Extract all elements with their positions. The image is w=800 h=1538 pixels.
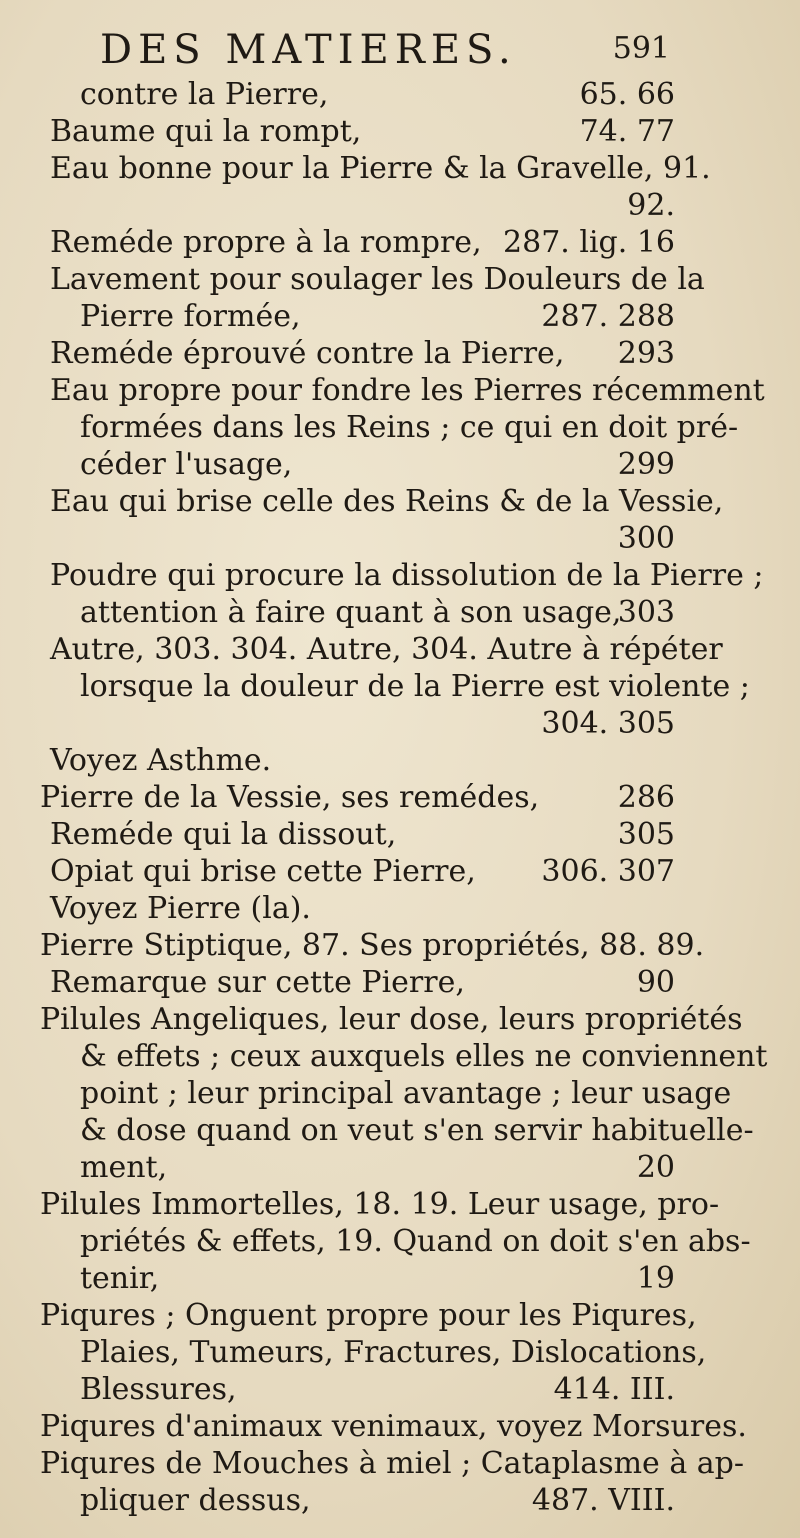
- index-line-text: attention à faire quant à son usage,: [80, 595, 622, 630]
- index-line-text: formées dans les Reins ; ce qui en doit pré-: [80, 410, 739, 445]
- index-line-reference: 414. III.: [553, 1372, 675, 1407]
- index-line: [40, 1151, 675, 1188]
- index-line-text: lorsque la douleur de la Pierre est violente ;: [80, 669, 750, 704]
- index-line-text: Plaies, Tumeurs, Fractures, Dislocations,: [80, 1335, 707, 1370]
- index-line-reference: 286: [617, 780, 675, 815]
- index-line: [40, 1335, 707, 1373]
- index-line-reference: 287. lig. 16: [503, 225, 675, 260]
- index-line-text: Voyez Asthme.: [50, 743, 272, 778]
- index-line-reference: 287. 288: [541, 299, 675, 334]
- index-line: [40, 966, 675, 1003]
- index-line-text: pliquer dessus,: [80, 1483, 311, 1518]
- index-line: [40, 189, 675, 226]
- index-line-text: Piqures ; Onguent propre pour les Piqures,: [40, 1298, 697, 1333]
- index-line: [40, 1113, 754, 1151]
- index-line-reference: 20: [636, 1150, 675, 1185]
- index-line: [40, 78, 675, 115]
- index-line: [40, 484, 724, 522]
- index-line: [40, 115, 675, 152]
- index-line-text: Pierre Stiptique, 87. Ses propriétés, 88. 89.: [40, 928, 705, 963]
- index-line-text: ment,: [80, 1150, 168, 1185]
- page-number: 591: [612, 31, 670, 66]
- index-line: [40, 596, 675, 633]
- index-line: [40, 781, 675, 818]
- index-line-reference: 303: [617, 595, 675, 630]
- index-line-text: & effets ; ceux auxquels elles ne conviennent: [80, 1039, 768, 1074]
- index-line: [40, 410, 739, 448]
- index-line-text: Voyez Pierre (la).: [50, 891, 311, 926]
- index-line-reference: 92.: [627, 188, 675, 223]
- index-line: [40, 928, 705, 966]
- index-line: [40, 337, 675, 374]
- index-line-reference: 306. 307: [541, 854, 675, 889]
- index-line-text: Pierre de la Vessie, ses remédes,: [40, 780, 540, 815]
- index-line-text: Reméde éprouvé contre la Pierre,: [50, 336, 565, 371]
- index-line: [40, 448, 675, 485]
- index-line: [40, 1262, 675, 1299]
- index-line-text: Remarque sur cette Pierre,: [50, 965, 465, 1000]
- index-line-text: Pierre formée,: [80, 299, 301, 334]
- index-line-text: Lavement pour soulager les Douleurs de la: [50, 262, 705, 297]
- index-line-text: Pilules Immortelles, 18. 19. Leur usage, pro-: [40, 1187, 720, 1222]
- index-line-reference: 90: [636, 965, 675, 1000]
- index-line: [40, 855, 675, 892]
- index-line-text: & dose quand on veut s'en servir habituelle-: [80, 1113, 754, 1148]
- index-line: [40, 1076, 732, 1114]
- index-line-text: Baume qui la rompt,: [50, 114, 362, 149]
- index-line: [40, 818, 675, 855]
- index-line: [40, 707, 675, 744]
- index-line-text: Eau bonne pour la Pierre & la Gravelle, 91.: [50, 151, 711, 186]
- index-line: [40, 1484, 675, 1521]
- index-line-reference: 305: [617, 817, 675, 852]
- index-line-text: point ; leur principal avantage ; leur usage: [80, 1076, 732, 1111]
- index-line-text: tenir,: [80, 1261, 160, 1296]
- index-line: [40, 1224, 751, 1262]
- index-line-text: Opiat qui brise cette Pierre,: [50, 854, 476, 889]
- index-line: [40, 1002, 743, 1040]
- index-line-reference: 487. VIII.: [531, 1483, 675, 1518]
- index-line: [40, 1298, 697, 1336]
- index-line: [40, 558, 764, 596]
- index-line-text: Eau qui brise celle des Reins & de la Vessie,: [50, 484, 724, 519]
- index-line-text: Autre, 303. 304. Autre, 304. Autre à répéter: [50, 632, 723, 667]
- index-line-text: Pilules Angeliques, leur dose, leurs propriétés: [40, 1002, 743, 1037]
- running-head-title: DES MATIERES.: [100, 27, 517, 73]
- index-line: [40, 1187, 720, 1225]
- index-line-reference: 299: [617, 447, 675, 482]
- index-line: [40, 1446, 744, 1484]
- index-line-reference: 300: [617, 521, 675, 556]
- index-line: [40, 262, 705, 300]
- index-line-reference: 74. 77: [579, 114, 675, 149]
- index-line-text: Poudre qui procure la dissolution de la Pierre ;: [50, 558, 764, 593]
- index-line-text: Eau propre pour fondre les Pierres récemment: [50, 373, 765, 408]
- index-line: [40, 632, 723, 670]
- index-line-text: priétés & effets, 19. Quand on doit s'en abs-: [80, 1224, 751, 1259]
- index-line-text: Piqures d'animaux venimaux, voyez Morsures.: [40, 1409, 747, 1444]
- index-line-text: Reméde propre à la rompre,: [50, 225, 482, 260]
- index-entries: [40, 77, 768, 1521]
- index-line-reference: 19: [636, 1261, 675, 1296]
- index-line: [40, 522, 675, 559]
- index-line-text: contre la Pierre,: [80, 77, 329, 112]
- index-line: [40, 373, 765, 411]
- index-line-reference: 304. 305: [541, 706, 675, 741]
- index-line: [40, 300, 675, 337]
- index-line: [40, 744, 675, 781]
- index-line-text: Blessures,: [80, 1372, 237, 1407]
- index-line: [40, 151, 711, 189]
- index-line-text: céder l'usage,: [80, 447, 293, 482]
- index-line-reference: 65. 66: [579, 77, 675, 112]
- index-line: [40, 1409, 747, 1447]
- index-line-text: Reméde qui la dissout,: [50, 817, 397, 852]
- running-head: [100, 27, 670, 73]
- index-line: [40, 1039, 768, 1077]
- index-line: [40, 669, 750, 707]
- index-line: [40, 226, 675, 263]
- index-line: [40, 1373, 675, 1410]
- index-line-reference: 293: [617, 336, 675, 371]
- index-line-text: Piqures de Mouches à miel ; Cataplasme à ap-: [40, 1446, 744, 1481]
- index-line: [40, 892, 675, 929]
